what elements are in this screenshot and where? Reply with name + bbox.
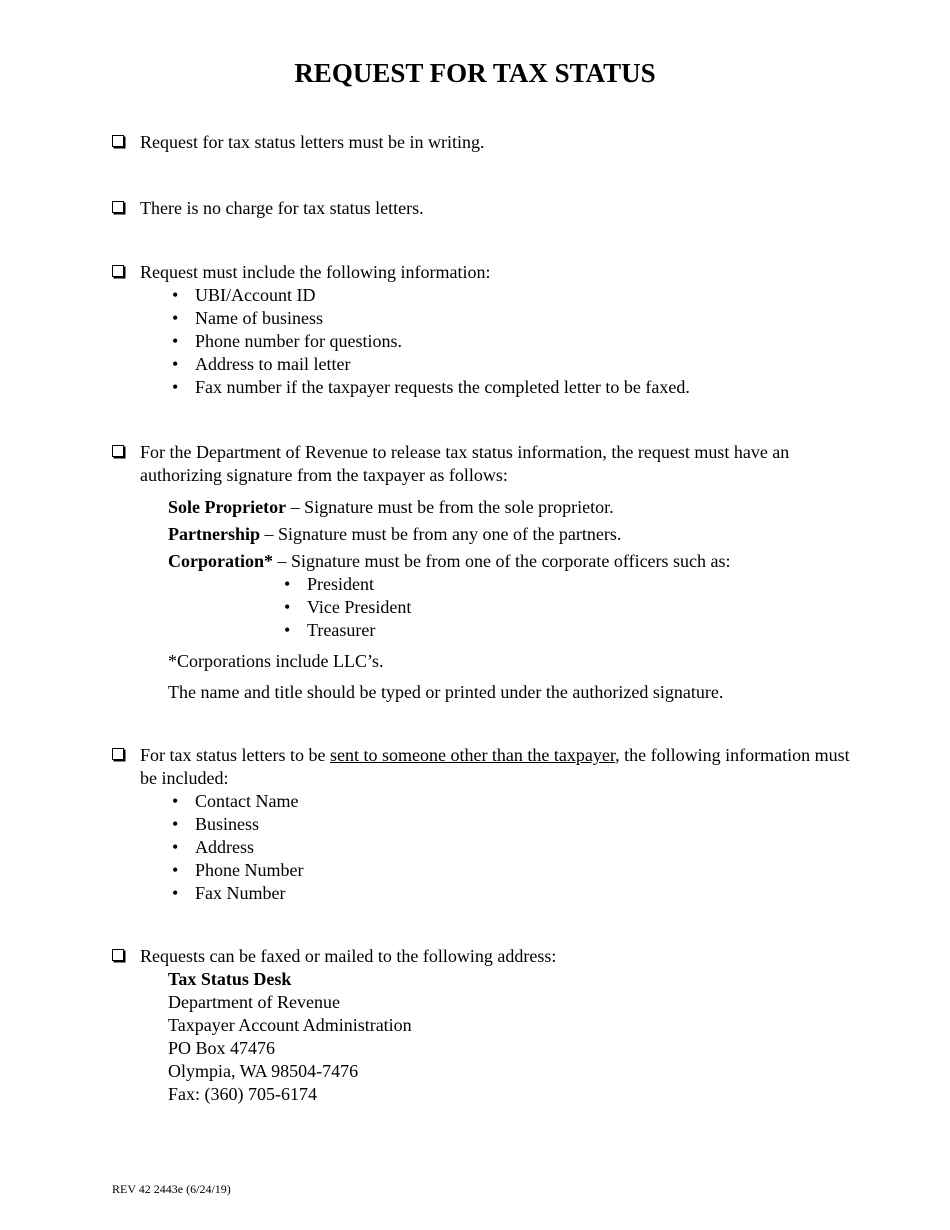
bullet-icon: • [172,883,179,903]
bullet-icon: • [172,814,179,834]
item-text: For the Department of Revenue to release tax status information, the request must have an authorizing signature from the taxpayer as follows: [140,442,790,485]
bullet-icon: • [172,308,179,328]
officer-list [112,573,852,642]
checklist-item-writing [112,131,852,154]
list-item: • Fax number if the taxpayer requests the completed letter to be faxed. [172,377,690,397]
bullet-icon: • [172,791,179,811]
sole-proprietor-line: Sole Proprietor – Signature must be from the sole proprietor. [168,497,614,517]
name-title-note: The name and title should be typed or printed under the authorized signature. [168,682,724,702]
list-item: • Vice President [284,597,412,617]
list-item: • President [284,574,374,594]
item-text: Request must include the following information: [140,262,491,282]
checkbox-icon [112,135,124,147]
bullet-icon: • [284,597,291,617]
checklist-item-signature [112,441,852,704]
address-line: PO Box 47476 [168,1038,276,1058]
partnership-line: Partnership – Signature must be from any one of the partners. [168,524,622,544]
checklist-item-third-party [112,744,852,905]
list-item: • Address [172,837,254,857]
page-title: REQUEST FOR TAX STATUS [294,58,656,88]
list-item: • Treasurer [284,620,376,640]
bullet-icon: • [284,574,291,594]
list-item: • Contact Name [172,791,299,811]
list-item: • Phone Number [172,860,304,880]
list-item: • Address to mail letter [172,354,351,374]
bullet-icon: • [172,860,179,880]
bullet-icon: • [172,331,179,351]
form-number-footer: REV 42 2443e (6/24/19) [112,1182,231,1196]
llc-note: *Corporations include LLC’s. [168,651,384,671]
list-item: • Business [172,814,260,834]
checkbox-icon [112,748,124,760]
bullet-icon: • [172,285,179,305]
mailing-address [168,968,852,1106]
checklist-item-required-info [112,261,852,399]
bullet-icon: • [172,377,179,397]
list-item: • Name of business [172,308,323,328]
item-text: Request for tax status letters must be in writing. [140,132,485,152]
checkbox-icon [112,949,124,961]
third-party-info-list [112,790,852,905]
item-text: For tax status letters to be sent to someone other than the taxpayer, the following information must be included: [140,745,850,788]
corporation-line: Corporation* – Signature must be from one of the corporate officers such as: [168,551,731,571]
list-item: • Phone number for questions. [172,331,402,351]
checkbox-icon [112,201,124,213]
bullet-icon: • [172,837,179,857]
underlined-phrase: sent to someone other than the taxpayer [329,745,616,765]
address-line: Olympia, WA 98504-7476 [168,1061,359,1081]
checkbox-icon [112,445,124,457]
address-line: Department of Revenue [168,992,340,1012]
address-line: Taxpayer Account Administration [168,1015,412,1035]
checkbox-icon [112,265,124,277]
list-item: • UBI/Account ID [172,285,316,305]
list-item: • Fax Number [172,883,286,903]
bullet-icon: • [284,620,291,640]
required-info-list [112,284,852,399]
bullet-icon: • [172,354,179,374]
fax-line: Fax: (360) 705-6174 [168,1084,317,1104]
item-text: There is no charge for tax status letters. [140,198,424,218]
checklist-item-mail-address [112,945,852,1106]
address-desk: Tax Status Desk [168,969,292,989]
checklist-item-no-charge [112,197,852,220]
item-text: Requests can be faxed or mailed to the following address: [140,946,557,966]
